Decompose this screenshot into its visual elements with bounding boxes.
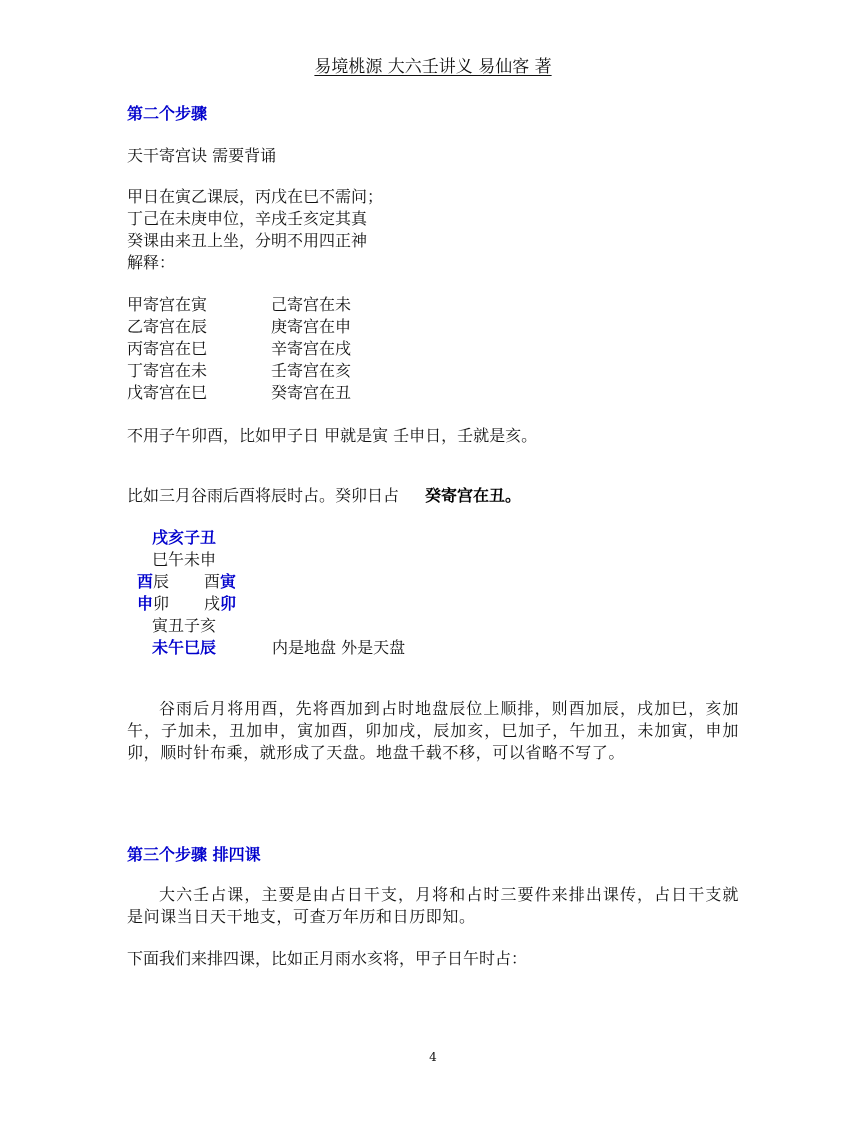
table-cell: 庚寄宫在申 bbox=[271, 317, 352, 336]
step2-paragraph: 谷雨后月将用酉，先将酉加到占时地盘辰位上顺排，则酉加辰，戌加巳，亥加午，子加未，丑加申，寅加酉，卯加戌，辰加亥，巳加子，午加丑，未加寅，申加卯，顺时针布乘，就形成了天盘。地盘千载不移，可以省略不写了。 bbox=[127, 699, 739, 762]
verse-line-1: 甲日在寅乙课辰，丙戊在巳不需问； bbox=[127, 187, 384, 206]
grid-cell: 寅 bbox=[220, 572, 237, 591]
example-bold-text: 癸寄宫在丑。 bbox=[425, 486, 522, 505]
table-cell: 壬寄宫在亥 bbox=[271, 361, 352, 380]
explain-label: 解释： bbox=[127, 253, 176, 272]
example-line bbox=[127, 485, 521, 507]
table-cell: 丙寄宫在巳 bbox=[127, 339, 208, 358]
table-cell: 癸寄宫在丑 bbox=[271, 383, 352, 402]
grid-row-inner-bottom: 寅丑子亥 bbox=[152, 616, 217, 635]
note-line: 不用子午卯酉，比如甲子日 甲就是寅 壬申日，壬就是亥。 bbox=[127, 426, 538, 445]
step2-heading: 第二个步骤 bbox=[127, 104, 208, 123]
grid-cell: 辰 bbox=[153, 572, 170, 591]
grid-cell: 戌 bbox=[204, 594, 221, 613]
step3-heading: 第三个步骤 排四课 bbox=[127, 845, 261, 864]
table-cell: 己寄宫在未 bbox=[271, 295, 352, 314]
grid-caption: 内是地盘 外是天盘 bbox=[272, 638, 406, 657]
verse-line-2: 丁己在未庚申位，辛戌壬亥定其真 bbox=[127, 209, 368, 228]
grid-row-middle-1 bbox=[137, 571, 169, 593]
grid-row-middle-2 bbox=[137, 593, 169, 615]
step3-line: 下面我们来排四课，比如正月雨水亥将，甲子日午时占： bbox=[127, 949, 528, 968]
grid-row-inner-top: 巳午未申 bbox=[152, 550, 217, 569]
grid-cell: 申 bbox=[137, 594, 154, 613]
grid-row-outer-bottom: 未午巳辰 bbox=[152, 638, 217, 657]
table-cell: 乙寄宫在辰 bbox=[127, 317, 208, 336]
verse-line-3: 癸课由来丑上坐，分明不用四正神 bbox=[127, 231, 368, 250]
header-title: 易境桃源 大六壬讲义 易仙客 著 bbox=[314, 57, 552, 77]
grid-cell: 卯 bbox=[153, 594, 170, 613]
step2-subtitle: 天干寄宫诀 需要背诵 bbox=[127, 146, 277, 165]
grid-cell: 酉 bbox=[137, 572, 154, 591]
table-cell: 丁寄宫在未 bbox=[127, 361, 208, 380]
table-cell: 甲寄宫在寅 bbox=[127, 295, 208, 314]
grid-cell: 酉 bbox=[204, 572, 221, 591]
page-number: 4 bbox=[429, 1050, 437, 1064]
table-cell: 戊寄宫在巳 bbox=[127, 383, 208, 402]
grid-row-outer-top: 戌亥子丑 bbox=[152, 528, 217, 547]
grid-row-middle-1-right bbox=[204, 571, 236, 593]
example-text: 比如三月谷雨后酉将辰时占。癸卯日占 bbox=[127, 486, 400, 505]
table-cell: 辛寄宫在戌 bbox=[271, 339, 352, 358]
step3-paragraph: 大六壬占课，主要是由占日干支，月将和占时三要件来排出课传，占日干支就是问课当日天干地支，可查万年历和日历即知。 bbox=[127, 885, 739, 926]
page-header bbox=[0, 52, 866, 77]
grid-row-middle-2-right bbox=[204, 593, 236, 615]
grid-cell: 卯 bbox=[220, 594, 237, 613]
